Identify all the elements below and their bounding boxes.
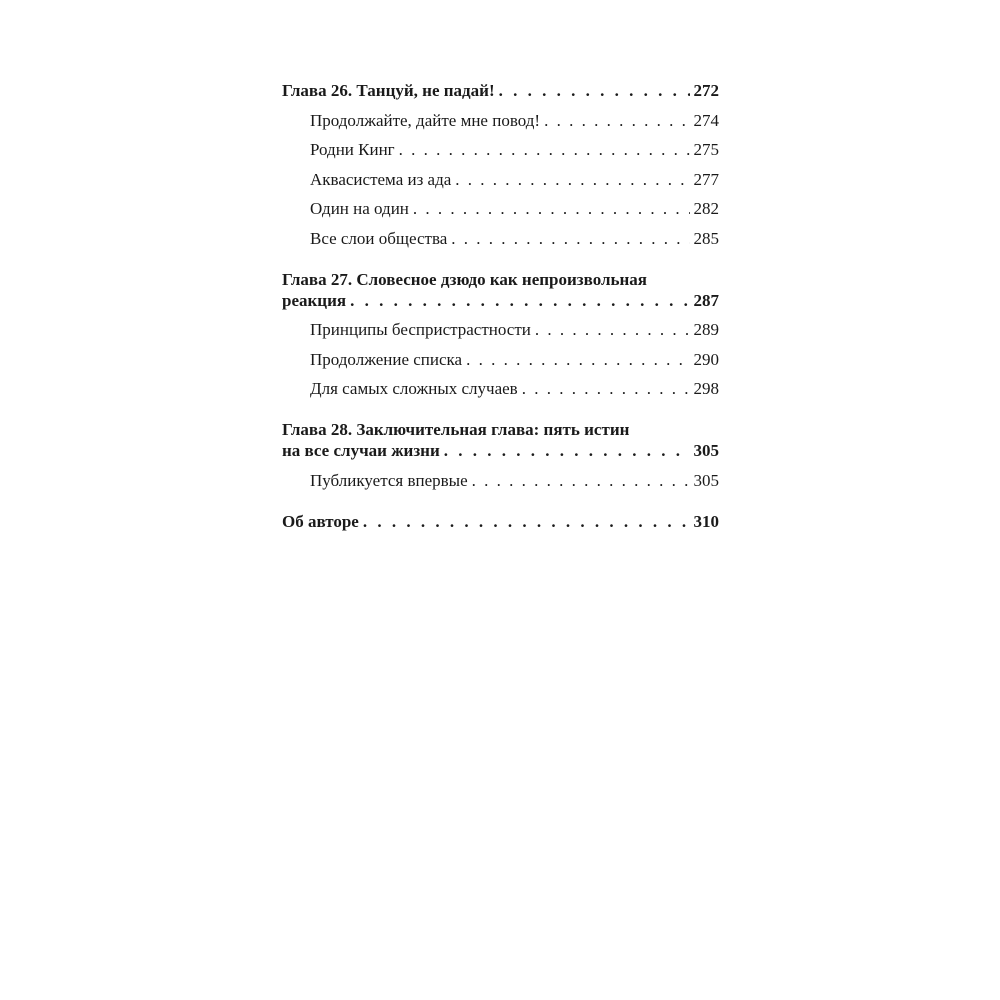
page-number: 272 xyxy=(693,81,719,100)
dot-leader xyxy=(472,470,690,491)
chapter-title-line1[interactable]: Глава 27. Словесное дзюдо как непроизвольная xyxy=(282,269,647,289)
toc-section[interactable] xyxy=(282,110,719,131)
dot-leader xyxy=(444,440,690,461)
dot-leader xyxy=(451,228,689,249)
page-number: 277 xyxy=(693,169,719,189)
page-number: 289 xyxy=(693,320,719,339)
dot-leader xyxy=(522,378,690,399)
toc-chapter-27 xyxy=(282,269,719,400)
page-number: 310 xyxy=(693,511,719,531)
dot-leader xyxy=(535,319,690,340)
page-number: 298 xyxy=(693,379,719,398)
toc-chapter-28 xyxy=(282,419,719,491)
toc-chapter-heading[interactable] xyxy=(282,511,719,532)
page-number: 287 xyxy=(693,290,719,310)
toc-section[interactable] xyxy=(282,228,719,249)
page-number: 290 xyxy=(693,349,719,369)
chapter-title-line1[interactable]: Глава 28. Заключительная глава: пять истин xyxy=(282,420,630,439)
chapter-title: на все случаи жизни xyxy=(282,441,440,460)
toc-section[interactable] xyxy=(282,169,719,190)
toc-section[interactable] xyxy=(282,378,719,399)
section-title: Продолжение списка xyxy=(310,349,463,369)
toc-chapter-heading[interactable] xyxy=(282,290,719,311)
page-number: 285 xyxy=(693,228,719,248)
dot-leader xyxy=(413,198,690,219)
dot-leader xyxy=(363,511,690,532)
toc-section[interactable] xyxy=(282,349,719,370)
section-title: Аквасистема из ада xyxy=(310,169,452,189)
section-title: Родни Кинг xyxy=(310,140,395,159)
chapter-title: реакция xyxy=(282,290,347,310)
section-title: Для самых сложных случаев xyxy=(310,379,518,398)
page-number: 305 xyxy=(693,470,719,490)
section-title: Принципы беспристрастности xyxy=(310,320,531,339)
page-number: 305 xyxy=(693,441,719,460)
toc-chapter-heading[interactable] xyxy=(282,80,719,101)
dot-leader xyxy=(455,169,689,190)
toc-chapter-26 xyxy=(282,80,719,249)
toc-section[interactable] xyxy=(282,470,719,491)
chapter-title: Глава 26. Танцуй, не падай! xyxy=(282,81,495,100)
section-title: Все слои общества xyxy=(310,228,448,248)
chapter-title: Об авторе xyxy=(282,511,359,531)
section-title: Один на один xyxy=(310,199,409,218)
section-title: Продолжайте, дайте мне повод! xyxy=(310,110,541,130)
page-number: 282 xyxy=(693,199,719,218)
dot-leader xyxy=(350,290,689,311)
dot-leader xyxy=(544,110,689,131)
toc-section[interactable] xyxy=(282,139,719,160)
section-title: Публикуется впервые xyxy=(310,470,468,490)
toc-about-author xyxy=(282,511,719,532)
toc-section[interactable] xyxy=(282,198,719,219)
dot-leader xyxy=(399,139,690,160)
table-of-contents xyxy=(282,80,719,552)
dot-leader xyxy=(499,80,690,101)
toc-chapter-heading[interactable] xyxy=(282,440,719,461)
page-number: 275 xyxy=(693,140,719,159)
page-number: 274 xyxy=(693,110,719,130)
dot-leader xyxy=(466,349,689,370)
toc-section[interactable] xyxy=(282,319,719,340)
